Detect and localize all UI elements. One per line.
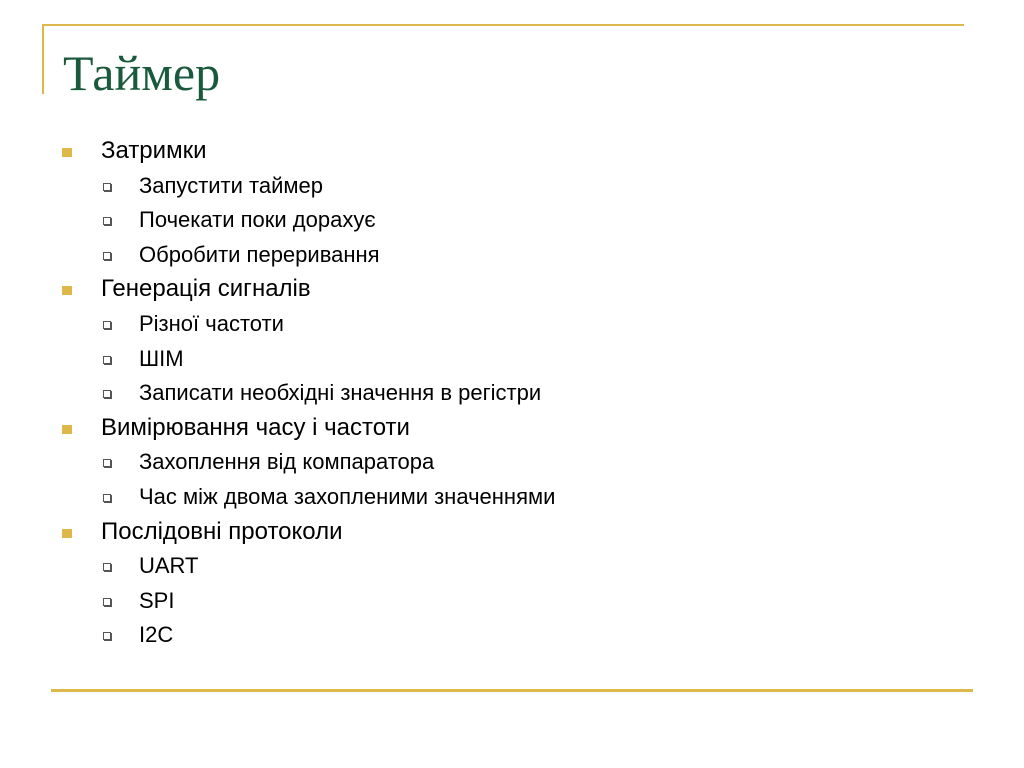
sub-bullet-item (60, 342, 960, 377)
frame-bottom-line (51, 689, 973, 692)
sub-bullet-item (60, 307, 960, 342)
square-bullet-icon (62, 425, 72, 434)
slide-title: Таймер (63, 45, 221, 101)
hollow-square-bullet-icon (103, 632, 111, 640)
hollow-square-bullet-icon (103, 390, 111, 398)
bullet-text: Генерація сигналів (101, 275, 311, 303)
sub-bullet-item (60, 203, 960, 238)
hollow-square-bullet-icon (103, 494, 111, 502)
square-bullet-icon (62, 529, 72, 538)
hollow-square-bullet-icon (103, 321, 111, 329)
square-bullet-icon (62, 286, 72, 295)
bullet-item (60, 515, 960, 550)
sub-bullet-text: I2C (139, 622, 174, 648)
sub-bullet-item (60, 584, 960, 619)
sub-bullet-text: SPI (139, 587, 175, 613)
sub-bullet-item (60, 169, 960, 204)
hollow-square-bullet-icon (103, 183, 111, 191)
sub-bullet-text: Захоплення від компаратора (139, 449, 435, 475)
hollow-square-bullet-icon (103, 459, 111, 467)
frame-top-line (42, 24, 964, 26)
sub-bullet-text: Різної частоти (139, 310, 284, 336)
sub-bullet-text: Обробити переривання (139, 241, 380, 267)
bullet-text: Затримки (101, 137, 207, 164)
hollow-square-bullet-icon (103, 356, 111, 364)
hollow-square-bullet-icon (103, 217, 111, 225)
sub-bullet-item (60, 238, 960, 273)
hollow-square-bullet-icon (103, 563, 111, 571)
bullet-item (60, 134, 960, 169)
sub-bullet-item (60, 480, 960, 515)
bullet-list (60, 134, 960, 653)
square-bullet-icon (62, 148, 72, 157)
bullet-text: Вимірювання часу і частоти (101, 413, 410, 441)
sub-bullet-text: ШІМ (139, 345, 184, 371)
bullet-item (60, 411, 960, 446)
sub-bullet-item (60, 549, 960, 584)
sub-bullet-text: Час між двома захопленими значеннями (139, 483, 556, 509)
sub-bullet-item (60, 376, 960, 411)
bullet-item (60, 272, 960, 307)
sub-bullet-item (60, 445, 960, 480)
sub-bullet-text: Почекати поки дорахує (139, 207, 376, 233)
sub-bullet-item (60, 618, 960, 653)
sub-bullet-text: UART (139, 553, 199, 579)
bullet-text: Послідовні протоколи (101, 517, 343, 545)
sub-bullet-text: Запустити таймер (139, 172, 323, 198)
hollow-square-bullet-icon (103, 252, 111, 260)
hollow-square-bullet-icon (103, 598, 111, 606)
frame-left-line (42, 24, 44, 94)
sub-bullet-text: Записати необхідні значення в регістри (139, 380, 542, 406)
